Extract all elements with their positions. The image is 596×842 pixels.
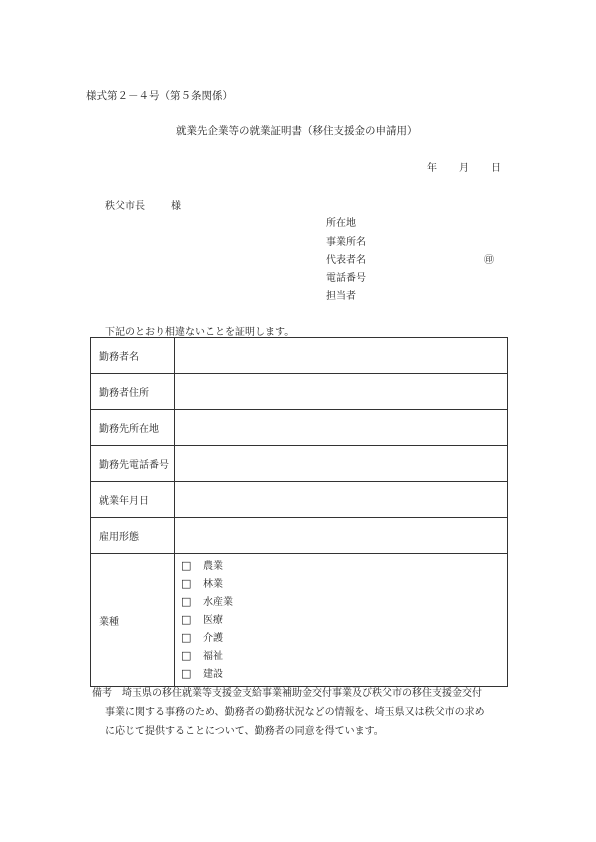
contact-person-field: 担当者 (326, 291, 356, 302)
location-field: 所在地 (326, 218, 356, 229)
table-row (91, 482, 508, 518)
checkbox[interactable]: □ (181, 559, 192, 572)
row-label: 勤務先電話番号 (91, 446, 175, 482)
row-label: 勤務者住所 (91, 374, 175, 410)
industry-option[interactable]: □ 福祉 (181, 647, 507, 665)
checkbox[interactable]: □ (181, 595, 192, 608)
certification-statement: 下記のとおり相違ないことを証明します。 (105, 327, 295, 338)
certificate-table (90, 337, 508, 687)
industry-option[interactable]: □ 介護 (181, 629, 507, 647)
checkbox[interactable]: □ (181, 667, 192, 680)
representative-field: 代表者名 (326, 255, 366, 266)
row-label: 就業年月日 (91, 482, 175, 518)
industry-option[interactable]: □ 水産業 (181, 593, 507, 611)
industry-option[interactable]: □ 農業 (181, 557, 507, 575)
industry-cell (175, 554, 508, 687)
table-row (91, 374, 508, 410)
industry-options (175, 554, 507, 686)
seal-mark: ㊞ (484, 255, 494, 266)
note-head: 備考 (92, 688, 112, 699)
row-label: 雇用形態 (91, 518, 175, 554)
employment-type-cell[interactable] (175, 518, 508, 554)
employee-address-cell[interactable] (175, 374, 508, 410)
addressee-honorific: 様 (171, 201, 181, 212)
checkbox[interactable]: □ (181, 613, 192, 626)
phone-field: 電話番号 (326, 273, 366, 284)
table-row (91, 554, 508, 687)
table-row (91, 338, 508, 374)
table-row (91, 446, 508, 482)
date-day: 日 (491, 163, 501, 174)
addressee-name: 秩父市長 (105, 201, 145, 212)
office-name-field: 事業所名 (326, 237, 366, 248)
industry-option[interactable]: □ 医療 (181, 611, 507, 629)
row-label: 勤務先所在地 (91, 410, 175, 446)
date-year: 年 (427, 163, 437, 174)
checkbox[interactable]: □ (181, 631, 192, 644)
employment-date-cell[interactable] (175, 482, 508, 518)
checkbox[interactable]: □ (181, 577, 192, 590)
checkbox[interactable]: □ (181, 649, 192, 662)
employee-name-cell[interactable] (175, 338, 508, 374)
table-row (91, 410, 508, 446)
workplace-location-cell[interactable] (175, 410, 508, 446)
industry-option[interactable]: □ 建設 (181, 665, 507, 683)
note-line-1: 備考 埼玉県の移住就業等支援金支給事業補助金交付事業及び秩父市の移住支援金交付 (92, 688, 482, 699)
addressee (105, 197, 181, 212)
document-title: 就業先企業等の就業証明書（移住支援金の申請用） (176, 125, 418, 137)
date-month: 月 (459, 163, 469, 174)
note-line-3: に応じて提供することについて、勤務者の同意を得ています。 (105, 726, 384, 737)
workplace-phone-cell[interactable] (175, 446, 508, 482)
industry-option[interactable]: □ 林業 (181, 575, 507, 593)
note-line-2: 事業に関する事務のため、勤務者の勤務状況などの情報を、埼玉県又は秩父市の求め (105, 707, 485, 718)
industry-label: 業種 (91, 554, 175, 687)
table-row (91, 518, 508, 554)
row-label: 勤務者名 (91, 338, 175, 374)
form-number: 様式第２－４号（第５条関係） (86, 90, 233, 102)
